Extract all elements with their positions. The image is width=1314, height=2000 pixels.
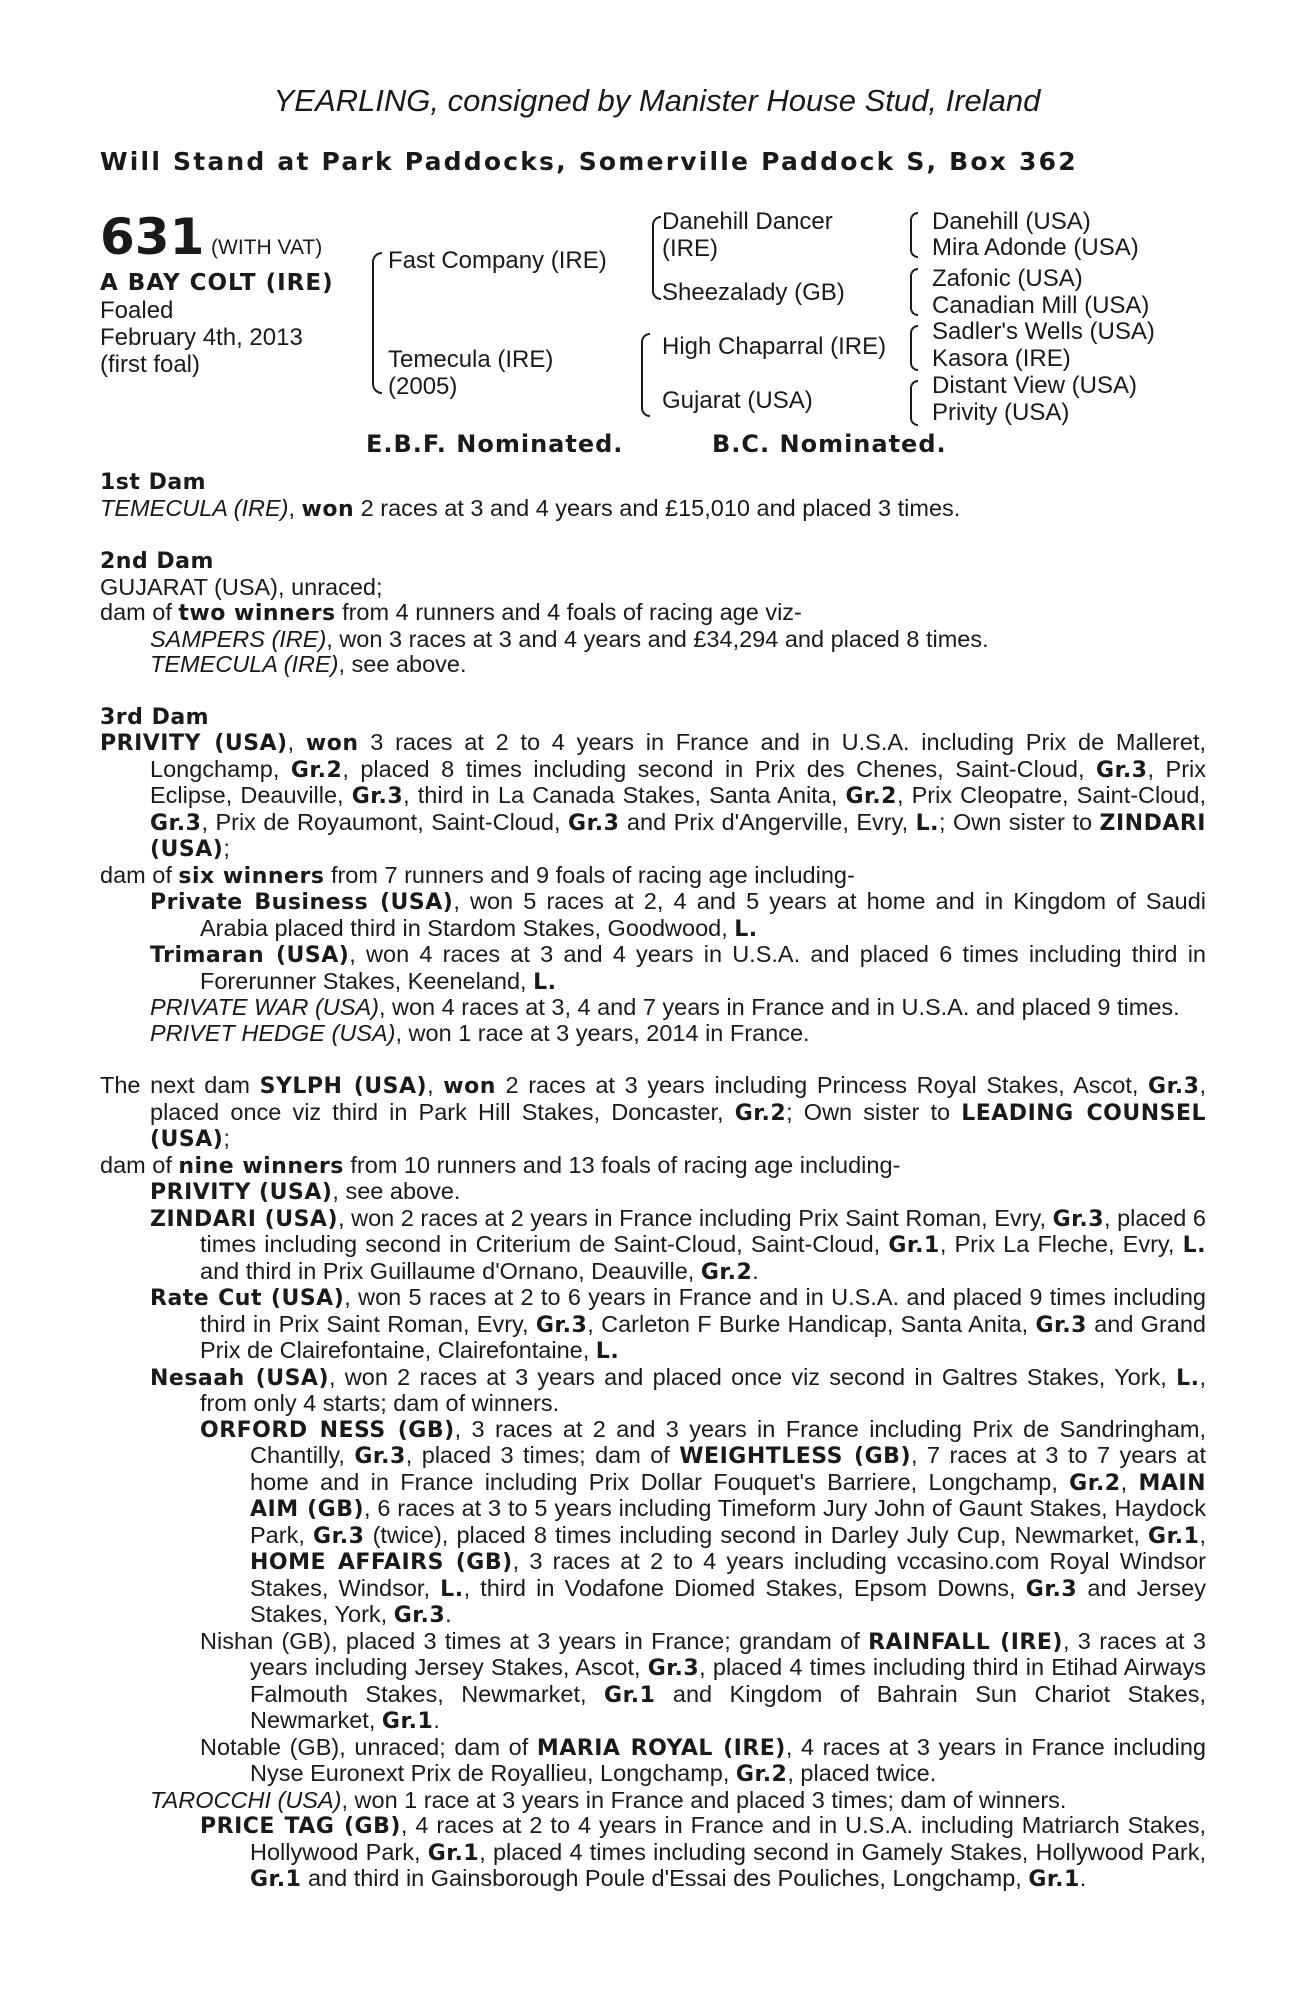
grade: Gr.3 (1148, 1074, 1200, 1099)
text-run: , won 2 races at 2 years in France including Prix Saint Roman, Evry, (338, 1204, 1053, 1231)
grade: Gr.2 (845, 784, 897, 809)
text-run: , placed 4 times including third in Etihad Airways Falmouth Stakes, Newmarket, (250, 1654, 1206, 1707)
offspring-name: ORFORD NESS (GB) (200, 1417, 455, 1443)
pedigree-sire: Fast Company (IRE) (388, 247, 607, 274)
bold-text: Gr.1 (888, 1233, 940, 1258)
text-run: , 3 races at 2 and 3 years in France including Prix de Sandringham, Chantilly, (250, 1415, 1206, 1468)
grandchild-item (100, 1813, 1206, 1893)
won-label: won (305, 731, 359, 756)
text-run: , see above. (332, 1178, 461, 1204)
text-run: and Prix d'Angerville, Evry, (619, 808, 916, 835)
bold-text: L. (1182, 1233, 1207, 1258)
text-run: and Kingdom of Bahrain Sun Chariot Stakes, Newmarket, (250, 1680, 1207, 1733)
bold-text: Gr.1 (381, 1709, 434, 1734)
offspring-record: , won 3 races at 3 and 4 years and £34,294 and placed 8 times. (326, 625, 989, 652)
sister-name: ZINDARI (USA) (150, 810, 1206, 862)
bold-text: Gr.2 (1069, 1470, 1121, 1496)
winners-count: six winners (178, 863, 325, 889)
list-item (100, 1021, 1206, 1047)
text-run: , 3 races at 2 to 4 years including vccasino.com Royal Windsor Stakes, Windsor, (250, 1548, 1206, 1601)
text-run: , won 4 races at 3, 4 and 7 years in France and in U.S.A. and placed 9 times. (378, 994, 1180, 1020)
dam-line-brace (641, 333, 650, 417)
text-run: , won 1 race at 3 years, 2014 in France. (395, 1019, 810, 1046)
pedigree-dsd: Kasora (IRE) (932, 345, 1071, 372)
pedigree-ssd: Mira Adonde (USA) (932, 234, 1139, 261)
bold-text: Gr.2 (735, 1762, 788, 1787)
lot-block (100, 208, 334, 378)
won-label: won (301, 496, 355, 522)
bold-text: Gr.1 (1028, 1867, 1080, 1892)
text-run: ; Own sister to (939, 808, 1100, 835)
offspring-name: PRIVITY (USA) (150, 1180, 333, 1205)
lot-title: A BAY COLT (IRE) (100, 270, 334, 296)
third-dam-heading: 3rd Dam (100, 704, 210, 730)
consignment-heading: YEARLING, consigned by Manister House Stud, Ireland (273, 83, 1041, 118)
first-dam-name: TEMECULA (IRE) (100, 494, 289, 521)
offspring-name: Trimaran (USA) (150, 943, 350, 968)
dam-of-text: dam of (100, 599, 179, 625)
bold-text: Gr.3 (1035, 1312, 1087, 1338)
text-run: , won 2 races at 3 years and placed once viz second in Galtres Stakes, York, (329, 1363, 1177, 1390)
text-run: , placed 6 times including second in Criterium de Saint-Cloud, Saint-Cloud, (200, 1204, 1207, 1257)
gen3-brace-2 (910, 268, 918, 316)
sire-line-brace (652, 216, 661, 300)
text-run: , 7 races at 3 to 7 years at home and in France including Prix Dollar Fouquet's Barriere, Longchamp, (250, 1442, 1206, 1495)
grade: Gr.3 (351, 784, 404, 809)
dam-of-summary: from 7 runners and 9 foals of racing age including- (324, 861, 855, 888)
text-run: ; Own sister to (786, 1098, 962, 1125)
sire-dam-brace (372, 252, 382, 394)
pedigree-sdd: Canadian Mill (USA) (932, 292, 1150, 319)
lot-number: 631 (100, 208, 205, 266)
grandchild-item (100, 1735, 1206, 1788)
bold-text: WEIGHTLESS (GB) (679, 1444, 911, 1469)
dam-name: PRIVITY (USA) (100, 731, 288, 756)
grade: Gr.3 (568, 810, 620, 836)
bold-text: Gr.1 (1148, 1523, 1200, 1549)
text-run: , placed 3 times; dam of (405, 1442, 680, 1468)
offspring-name: ZINDARI (USA) (150, 1206, 339, 1232)
text-run: . (752, 1257, 759, 1284)
bold-text: MAIN AIM (GB) (250, 1470, 1206, 1522)
bold-text: Gr.3 (647, 1656, 700, 1681)
text-run: , Prix Cleopatre, Saint-Cloud, (896, 782, 1206, 808)
bold-text: L. (595, 1339, 620, 1364)
text-run: , placed once viz third in Park Hill Stakes, Doncaster, (150, 1072, 1206, 1125)
text-run: , won 4 races at 3 and 4 years in U.S.A. and placed 6 times including third in Forerunner Stakes, Keeneland, (200, 941, 1206, 994)
winners-count: two winners (178, 601, 336, 626)
text-run: , (1199, 1521, 1206, 1548)
offspring-name: TAROCCHI (USA) (150, 1786, 342, 1813)
first-dam-section: 1st Dam TEMECULA (IRE), won 2 races at 3 and 4 years and £15,010 and placed 3 times. (100, 470, 1206, 522)
gen3-brace-3 (910, 325, 918, 371)
list-item (100, 652, 1206, 678)
text-run: Nishan (GB), placed 3 times at 3 years in France; grandam of (200, 1627, 869, 1654)
pedigree-sire-sire-country: (IRE) (662, 235, 718, 262)
bold-text: Gr.3 (354, 1444, 406, 1469)
list-item (100, 627, 1206, 653)
text-run: and third in Gainsborough Poule d'Essai des Pouliches, Longchamp, (301, 1865, 1029, 1891)
text-run: (twice), placed 8 times including second in Darley July Cup, Newmarket, (364, 1521, 1149, 1548)
list-item (100, 942, 1206, 995)
next-dam-section (100, 1073, 1206, 1893)
text-run: . (433, 1707, 440, 1733)
pedigree-dss: Sadler's Wells (USA) (932, 318, 1155, 345)
grade: Gr.3 (150, 810, 202, 836)
bc-nominated: B.C. Nominated. (712, 430, 947, 458)
bold-text: Gr.1 (250, 1867, 302, 1892)
offspring-name: PRICE TAG (GB) (200, 1814, 401, 1839)
text-run: , third in Vodafone Diomed Stakes, Epsom Downs, (463, 1574, 1026, 1601)
bold-text: Gr.3 (313, 1523, 365, 1549)
bold-text: RAINFALL (IRE) (868, 1629, 1063, 1655)
text-run: 3 races at 2 to 4 years in France and in U.S.A. including Prix de Malleret, Longchamp, (150, 729, 1207, 782)
text-run: , third in La Canada Stakes, Santa Anita, (403, 782, 846, 808)
text-run: , placed 4 times including second in Gamely Stakes, Hollywood Park, (479, 1838, 1206, 1865)
grade: Gr.2 (734, 1100, 787, 1126)
pedigree-dam-dam: Gujarat (USA) (662, 387, 813, 414)
offspring-record: , see above. (338, 651, 467, 677)
foaled-label: Foaled (100, 297, 174, 324)
pedigree-dds: Distant View (USA) (932, 372, 1137, 399)
text-run: , 3 races at 3 years including Jersey Stakes, Ascot, (250, 1627, 1206, 1680)
bold-text: Gr.3 (1025, 1576, 1078, 1602)
bold-text: Gr.2 (700, 1259, 753, 1285)
winners-count: nine winners (178, 1153, 344, 1179)
text-run: , won 5 races at 2 to 6 years in France and in U.S.A. and placed 9 times including third in Prix Saint Roman, Evry, (200, 1284, 1206, 1337)
bold-text: Gr.3 (535, 1312, 588, 1338)
offspring-name: Private Business (USA) (150, 890, 454, 915)
text-run: , from only 4 starts; dam of winners. (200, 1363, 1206, 1416)
next-dam-record: The next dam SYLPH (USA), won 2 races at 3 years including Princess Royal Stakes, Ascot, Gr.3, placed once viz third in Park Hill Stakes, Doncaster, Gr.2; Own sister to LEADING COUNSEL (USA); (100, 1072, 1206, 1152)
text-run: , Prix La Fleche, Evry, (939, 1231, 1183, 1257)
pedigree-dam-sire: High Chaparral (IRE) (662, 333, 887, 360)
bold-text: Gr.3 (393, 1603, 446, 1628)
pedigree-sire-sire: Danehill Dancer (662, 208, 833, 235)
text-run: 2 races at 3 years including Princess Royal Stakes, Ascot, (495, 1072, 1149, 1098)
text-run: . (445, 1601, 452, 1627)
list-item (100, 995, 1206, 1021)
grandchild-item (100, 1629, 1206, 1735)
third-dam-record: PRIVITY (USA), won 3 races at 2 to 4 years in France and in U.S.A. including Prix de Malleret, Longchamp, Gr.2, placed 8 times including second in Prix des Chenes, Saint-Cloud, Gr.3, Prix Eclipse, Deauville, Gr.3, third in La Canada Stakes, Santa Anita, Gr.2, Prix Cleopatre, Saint-Cloud, Gr.3, Prix de Royaumont, Saint-Cloud, Gr.3 and Prix d'Angerville, Evry, L.; Own sister to ZINDARI (USA); (100, 729, 1207, 862)
bold-text: Gr.3 (1052, 1206, 1105, 1232)
pedigree-sds: Zafonic (USA) (932, 265, 1083, 292)
bold-text: Gr.1 (604, 1682, 656, 1708)
text-run: , (1120, 1468, 1139, 1495)
offspring-name: PRIVET HEDGE (USA) (150, 1019, 396, 1046)
list-item (100, 1285, 1206, 1365)
offspring-name: Rate Cut (USA) (150, 1286, 345, 1311)
second-dam-heading: 2nd Dam (100, 549, 214, 574)
won-label: won (443, 1074, 496, 1099)
pedigree-ddd: Privity (USA) (932, 399, 1070, 426)
first-foal-note: (first foal) (100, 351, 201, 378)
list-item (100, 1179, 1206, 1206)
gen3-brace-4 (910, 380, 918, 426)
list-item (100, 1206, 1206, 1286)
text-run: Notable (GB), unraced; dam of (200, 1733, 537, 1760)
bold-text: MARIA ROYAL (IRE) (536, 1735, 786, 1761)
pedigree-sss: Danehill (USA) (932, 208, 1091, 235)
dam-of-text: dam of (100, 861, 179, 888)
second-dam-name: GUJARAT (USA), unraced; (100, 573, 383, 600)
text-run: , Prix de Royaumont, Saint-Cloud, (201, 808, 569, 835)
grandchild-item (100, 1417, 1206, 1629)
third-dam-section (100, 705, 1206, 1047)
dam-of-summary: from 4 runners and 4 foals of racing age viz- (335, 599, 802, 625)
text-run: , won 5 races at 2, 4 and 5 years at home and in Kingdom of Saudi Arabia placed third in Stardom Stakes, Goodwood, (200, 888, 1207, 941)
offspring-name: SAMPERS (IRE) (150, 625, 327, 652)
text-run: ; (223, 1125, 230, 1151)
grade: Gr.2 (290, 757, 343, 783)
text-run: . (1079, 1865, 1087, 1891)
foaled-date: February 4th, 2013 (100, 324, 303, 351)
text-run: , Carleton F Burke Handicap, Santa Anita, (587, 1310, 1036, 1337)
grade: L. (915, 810, 939, 836)
text-run: The next dam (100, 1072, 260, 1098)
list-item (100, 889, 1206, 942)
text-run: , 6 races at 3 to 5 years including Timeform Jury John of Gaunt Stakes, Haydock Park, (250, 1495, 1206, 1548)
bold-text: HOME AFFAIRS (GB) (250, 1550, 513, 1575)
dam-of-text: dam of (100, 1151, 179, 1178)
first-dam-record: 2 races at 3 and 4 years and £15,010 and placed 3 times. (354, 494, 961, 521)
text-run: , Prix Eclipse, Deauville, (150, 755, 1207, 808)
text-run: ; (223, 835, 230, 861)
pedigree-dam-year: (2005) (388, 373, 458, 400)
offspring-name: TEMECULA (IRE) (150, 651, 339, 677)
grade: L. (734, 916, 758, 942)
location-heading: Will Stand at Park Paddocks, Somerville Paddock S, Box 362 (100, 147, 1078, 176)
offspring-name: PRIVATE WAR (USA) (150, 994, 379, 1020)
vat-note: (WITH VAT) (211, 236, 323, 259)
catalogue-body (100, 470, 1206, 1893)
first-dam-heading: 1st Dam (100, 470, 207, 495)
text-run: and Jersey Stakes, York, (250, 1574, 1206, 1627)
text-run: , placed twice. (787, 1760, 937, 1786)
text-run: , won 1 race at 3 years in France and placed 3 times; dam of winners. (341, 1786, 1067, 1813)
dam-of-summary: from 10 runners and 13 foals of racing age including- (343, 1151, 901, 1178)
second-dam-section (100, 549, 1206, 678)
grade: L. (533, 969, 557, 995)
text-run: and third in Prix Guillaume d'Ornano, Deauville, (200, 1257, 701, 1284)
text-run: , 4 races at 2 to 4 years in France and in U.S.A. including Matriarch Stakes, Hollywood Park, (250, 1812, 1206, 1865)
text-run: , placed 8 times including second in Prix des Chenes, Saint-Cloud, (342, 755, 1097, 782)
grade: Gr.3 (1096, 757, 1148, 783)
sister-name: LEADING COUNSEL (USA) (150, 1100, 1206, 1152)
pedigree-sire-dam: Sheezalady (GB) (662, 279, 845, 306)
bold-text: Gr.1 (427, 1840, 480, 1866)
list-item (100, 1365, 1206, 1417)
bold-text: L. (440, 1576, 464, 1602)
text-run: , 4 races at 3 years in France including Nyse Euronext Prix de Royallieu, Longchamp, (250, 1733, 1206, 1786)
pedigree-dam: Temecula (IRE) (388, 346, 554, 373)
bold-text: L. (1176, 1365, 1200, 1391)
text-run: and Grand Prix de Clairefontaine, Clairefontaine, (200, 1310, 1206, 1363)
dam-name: SYLPH (USA) (259, 1074, 428, 1099)
offspring-name: Nesaah (USA) (150, 1365, 330, 1391)
ebf-nominated: E.B.F. Nominated. (366, 430, 624, 458)
gen3-brace-1 (910, 212, 918, 258)
list-item (100, 1788, 1206, 1814)
